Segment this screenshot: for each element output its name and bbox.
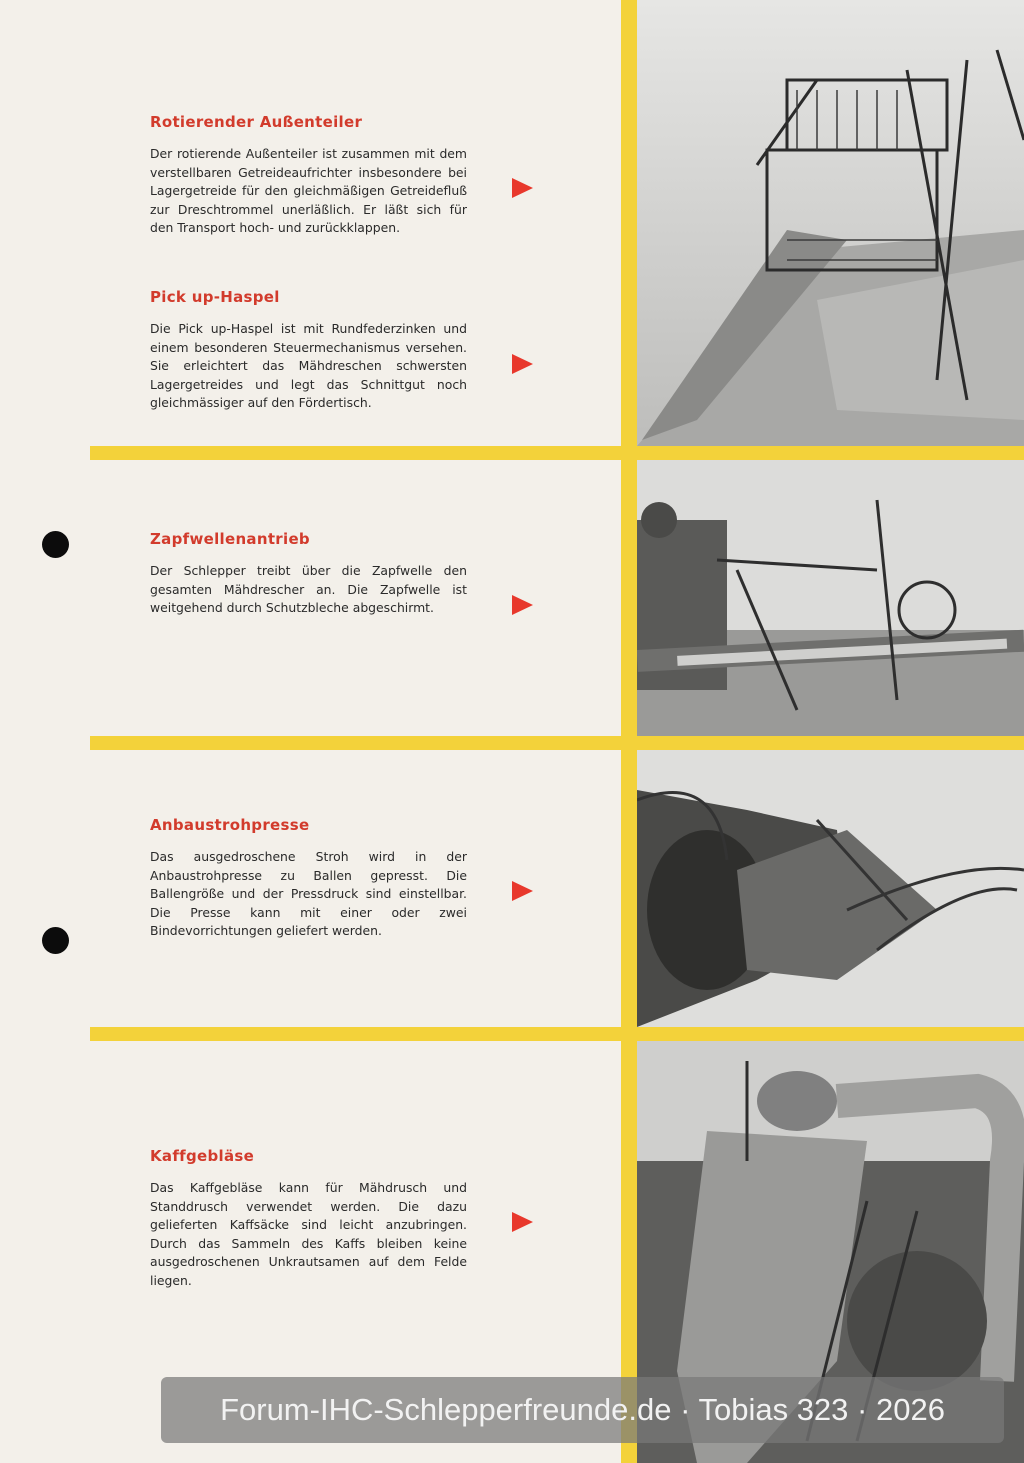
arrow-right-icon [512,1212,533,1232]
section-heading: Zapfwellenantrieb [150,530,310,548]
section-pickup-reel [150,288,467,413]
section-heading: Kaffgebläse [150,1147,255,1165]
arrow-right-icon [512,595,533,615]
section-heading: Pick up-Haspel [150,288,280,306]
yellow-horizontal-divider-2 [90,736,1024,750]
section-body: Das ausgedroschene Stroh wird in der Anbaustrohpresse zu Ballen gepresst. Die Ballengröße und der Pressdruck sind einstellbar. Die Presse kann mit einer oder zwei Bindevorrichtungen geliefert werden. [150,849,467,939]
section-body: Der rotierende Außenteiler ist zusammen mit dem verstellbaren Getreideaufrichter insbesondere bei Lagergetreide für den gleichmäßigen Getreidefluß zur Dreschtrommel unerläßlich. Er läßt sich für den Transport hoch- und zurückklappen. [150,146,467,236]
section-rotating-divider [150,113,467,238]
punch-hole-bottom [42,927,69,954]
arrow-right-icon [512,881,533,901]
section-heading: Anbaustrohpresse [150,816,310,834]
section-body: Die Pick up-Haspel ist mit Rundfederzinken und einem besonderen Steuermechanismus versehen. Sie erleichtert das Mähdreschen schwersten Lagergetreides und legt das Schnittgut noch gleichmässiger auf den Fördertisch. [150,321,467,411]
section-body: Der Schlepper treibt über die Zapfwelle den gesamten Mähdrescher an. Die Zapfwelle ist weitgehend durch Schutzbleche abgeschirmt. [150,563,467,616]
yellow-horizontal-divider-3 [90,1027,1024,1041]
section-chaff-blower [150,1147,467,1291]
arrow-right-icon [512,354,533,374]
photo-rotating-divider [637,0,1024,446]
photo-straw-baler [637,750,1024,1027]
arrow-right-icon [512,178,533,198]
section-straw-baler [150,816,467,941]
section-body: Das Kaffgebläse kann für Mähdrusch und Standdrusch verwendet werden. Die dazu gelieferten Kaffsäcke sind leicht anzubringen. Durch das Sammeln des Kaffs bleiben keine ausgedroschenen Unkrautsamen auf dem Felde liegen. [150,1180,467,1288]
yellow-horizontal-divider-1 [90,446,1024,460]
photo-pto-drive [637,460,1024,736]
punch-hole-top [42,531,69,558]
watermark-banner: Forum-IHC-Schlepperfreunde.de · Tobias 323 · 2026 [161,1377,1004,1443]
section-pto-drive [150,530,467,618]
section-heading: Rotierender Außenteiler [150,113,363,131]
yellow-vertical-divider [621,0,637,1463]
